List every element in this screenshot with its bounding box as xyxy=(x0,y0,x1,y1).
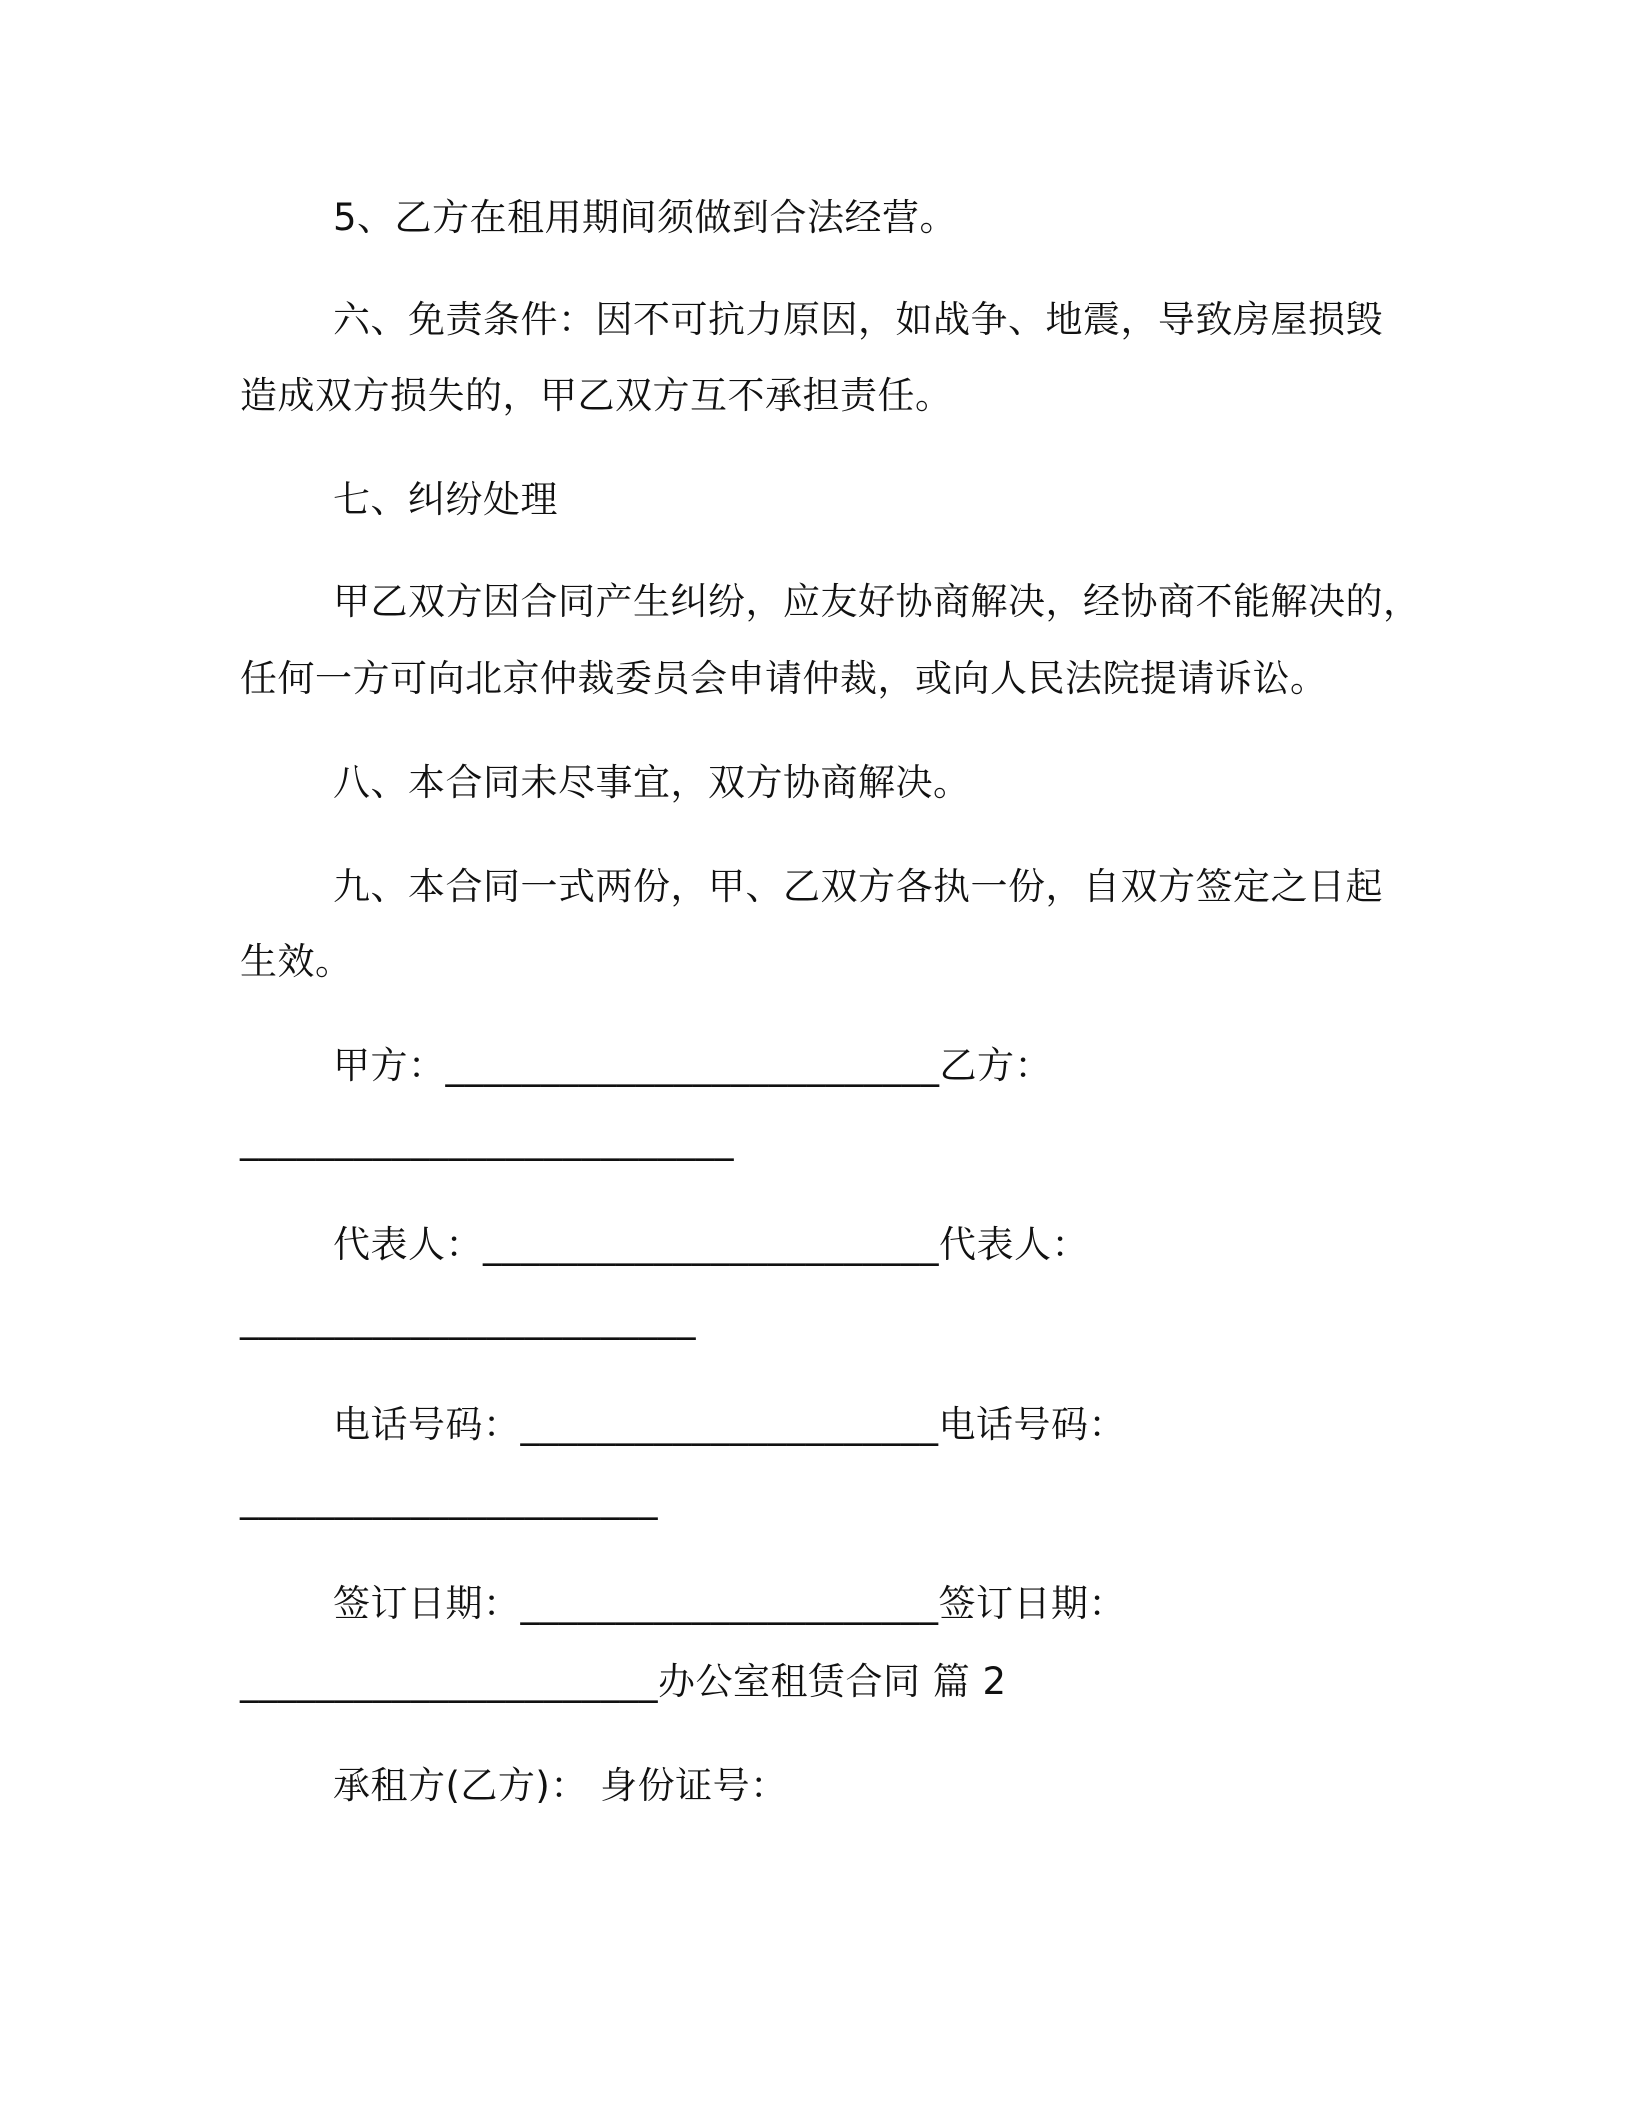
party-a-signature-line: 甲方：__________________________乙方： xyxy=(333,1044,1052,1087)
clause-6-line-1: 六、免责条件：因不可抗力原因，如战争、地震，导致房屋损毁 xyxy=(333,298,1383,341)
phone-line: 电话号码：______________________电话号码： xyxy=(333,1403,1126,1446)
clause-7-line-1: 甲乙双方因合同产生纠纷，应友好协商解决，经协商不能解决的， xyxy=(333,580,1421,623)
clause-5-text: 5、乙方在租用期间须做到合法经营。 xyxy=(333,196,958,239)
clause-9-line-1: 九、本合同一式两份，甲、乙双方各执一份，自双方签定之日起 xyxy=(333,865,1383,908)
party-b-signature-blank: __________________________ xyxy=(240,1118,734,1161)
sign-date-b-and-section-title: ______________________办公室租赁合同 篇 2 xyxy=(240,1660,1007,1703)
sign-date-line: 签订日期：______________________签订日期： xyxy=(333,1582,1126,1625)
clause-8-text: 八、本合同未尽事宜，双方协商解决。 xyxy=(333,761,971,804)
representative-line: 代表人：________________________代表人： xyxy=(333,1223,1089,1266)
clause-7-heading: 七、纠纷处理 xyxy=(333,478,558,521)
phone-b-blank: ______________________ xyxy=(240,1477,658,1520)
lessee-id-line: 承租方(乙方)： 身份证号： xyxy=(333,1764,788,1807)
clause-6-line-2: 造成双方损失的，甲乙双方互不承担责任。 xyxy=(240,374,953,417)
clause-9-line-2: 生效。 xyxy=(240,940,353,983)
clause-7-line-2: 任何一方可向北京仲裁委员会申请仲裁，或向人民法院提请诉讼。 xyxy=(240,657,1328,700)
representative-b-blank: ________________________ xyxy=(240,1297,696,1340)
